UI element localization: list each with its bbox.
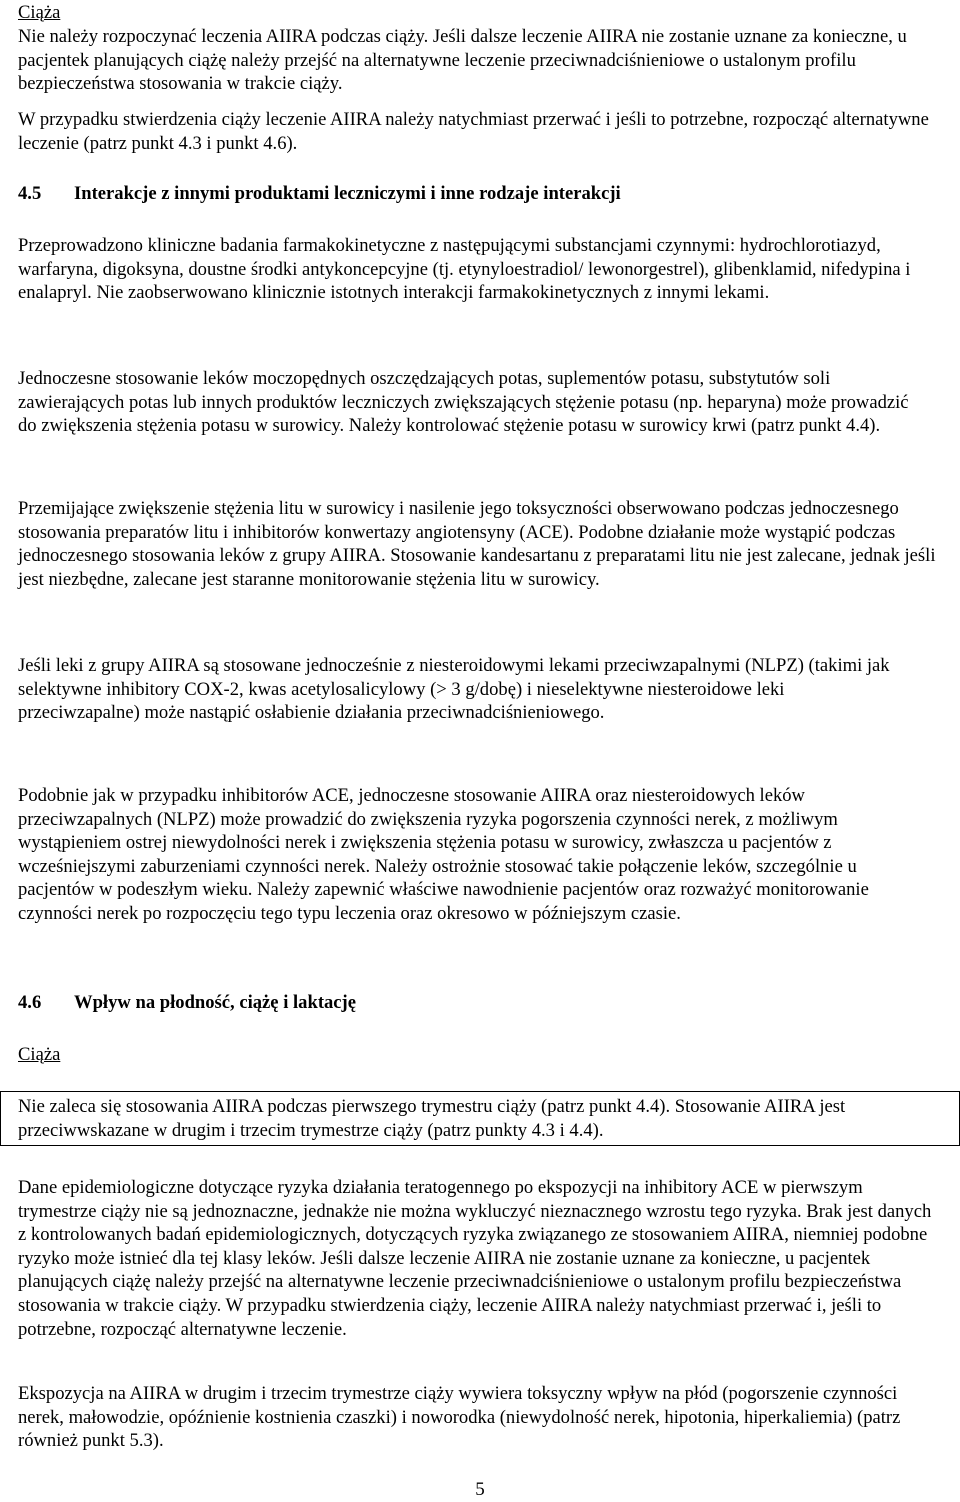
page-number: 5 [475,1479,485,1500]
pregnancy-paragraph-top: Nie należy rozpoczynać leczenia AIIRA podczas ciąży. Jeśli dalsze leczenie AIIRA nie zostanie uznane za konieczne, u pacjentek planujących ciążę należy przejść na alternatywne leczenie przeciwnadciśnieniowe o ustalonym profilu bezpieczeństwa stosowania w trakcie ciąży. [18,26,907,95]
pregnancy-interrupt-paragraph: W przypadku stwierdzenia ciąży leczenie AIIRA należy natychmiast przerwać i jeśli to potrzebne, rozpocząć alternatywne leczenie (patrz punkt 4.3 i punkt 4.6). [18,109,929,154]
renal-function-paragraph: Podobnie jak w przypadku inhibitorów ACE, jednoczesne stosowanie AIIRA oraz niesteroidowych leków przeciwzapalnych (NLPZ) może prowadzić do zwiększenia ryzyka pogorszenia czynności nerek, z możliwym wystąpieniem ostrej niewydolności nerek i zwiększenia stężenia potasu w surowicy, zwłaszcza u pacjentów z wcześniejszymi zaburzeniami czynności nerek. Należy ostrożnie stosować takie połączenie leków, szczególnie u pacjentów w podeszłym wieku. Należy zapewnić właściwe nawodnienie pacjentów oraz rozważyć monitorowanie czynności nerek po rozpoczęciu tego typu leczenia oraz okresowo w późniejszym czasie. [18,785,869,924]
section-4-5-heading [18,182,621,206]
interactions-pk-paragraph: Przeprowadzono kliniczne badania farmakokinetyczne z następującymi substancjami czynnymi: hydrochlorotiazyd, warfaryna, digoksyna, doustne środki antykoncepcyjne (tj. etynyloestradiol/ lewonorgestrel), glibenklamid, nifedypina i enalapryl. Nie zaobserwowano klinicznie istotnych interakcji farmakokinetycznych z innymi lekami. [18,235,911,304]
epidemiology-paragraph: Dane epidemiologiczne dotyczące ryzyka działania teratogennego po ekspozycji na inhibitory ACE w pierwszym trymestrze ciąży nie są jednoznaczne, jednakże nie można wykluczyć nieznacznego wzrostu tego ryzyka. Brak jest danych z kontrolowanych badań epidemiologicznych, dotyczących ryzyka związanego ze stosowaniem AIIRA, niemniej podobne ryzyko może istnieć dla tej klasy leków. Jeśli dalsze leczenie AIIRA nie zostanie uznane za konieczne, u pacjentek planujących ciążę należy przejść na alternatywne leczenie przeciwnadciśnieniowe o ustalonym profilu bezpieczeństwa stosowania w trakcie ciąży. W przypadku stwierdzenia ciąży, leczenie AIIRA należy natychmiast przerwać i, jeśli to potrzebne, rozpocząć alternatywne leczenie. [18,1177,932,1340]
section-number: 4.5 [18,183,42,204]
boxed-warning [0,1091,960,1146]
potassium-paragraph: Jednoczesne stosowanie leków moczopędnych oszczędzających potas, suplementów potasu, substytutów soli zawierających potas lub innych produktów leczniczych zwiększających stężenie potasu (np. heparyna) może prowadzić do zwiększenia stężenia potasu w surowicy. Należy kontrolować stężenie potasu w surowicy krwi (patrz punkt 4.4). [18,368,909,437]
boxed-warning-text: Nie zaleca się stosowania AIIRA podczas pierwszego trymestru ciąży (patrz punkt 4.4). Stosowanie AIIRA jest przeciwwskazane w drugim i trzecim trymestrze ciąży (patrz punkty 4.3 i 4.4). [18,1096,846,1141]
section-title: Interakcje z innymi produktami leczniczymi i inne rodzaje interakcji [74,183,621,204]
nsaid-paragraph: Jeśli leki z grupy AIIRA są stosowane jednocześnie z niesteroidowymi lekami przeciwzapalnymi (NLPZ) (takimi jak selektywne inhibitory COX-2, kwas acetylosalicylowy (> 3 g/dobę) i nieselektywne niesteroidowe leki przeciwzapalne) może nastąpić osłabienie działania przeciwnadciśnieniowego. [18,655,890,724]
pregnancy-heading-top: Ciąża [18,2,61,23]
fetotoxicity-paragraph: Ekspozycja na AIIRA w drugim i trzecim trymestrze ciąży wywiera toksyczny wpływ na płód (pogorszenie czynności nerek, małowodzie, opóźnienie kostnienia czaszki) i noworodka (niewydolność nerek, hipotonia, hiperkaliemia) (patrz również punkt 5.3). [18,1383,901,1452]
section-4-6-heading [18,991,356,1015]
lithium-paragraph: Przemijające zwiększenie stężenia litu w surowicy i nasilenie jego toksyczności obserwowano podczas jednoczesnego stosowania preparatów litu i inhibitorów konwertazy angiotensyny (ACE). Podobne działanie może wystąpić podczas jednoczesnego stosowania leków z grupy AIIRA. Stosowanie kandesartanu z preparatami litu nie jest zalecane, jednak jeśli jest niezbędne, zalecane jest staranne monitorowanie stężenia litu w surowicy. [18,498,936,590]
pregnancy-subheading: Ciąża [18,1044,61,1065]
section-title: Wpływ na płodność, ciążę i laktację [74,992,357,1013]
section-number: 4.6 [18,992,42,1013]
